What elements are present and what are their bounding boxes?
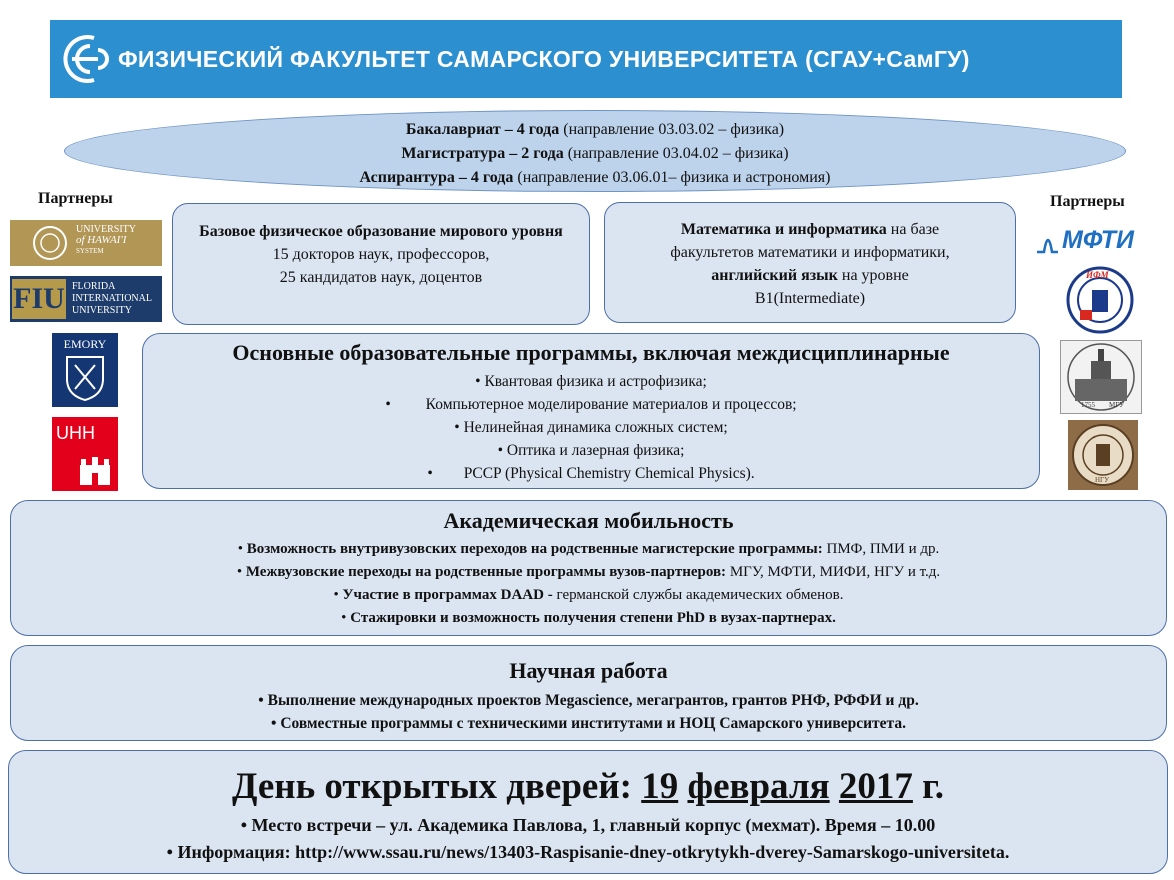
emory-name: EMORY [63,337,107,351]
list-item: • Выполнение международных проектов Megascience, мегагрантов, грантов РНФ, РФФИ и др. [258,692,919,709]
list-item: • PCCP (Physical Chemistry Chemical Physics). [427,465,755,482]
mipt-abbr: МФТИ [1062,226,1135,254]
list-item: • Совместные программы с техническими институтами и НОЦ Самарского университета. [271,715,906,732]
ifm-abbr: ИФМ [1086,270,1109,280]
list-item: • Оптика и лазерная физика; [497,442,685,459]
uhh-logo [52,417,118,491]
research-list [10,689,1167,735]
emory-logo [52,333,118,407]
programs-list [142,370,1040,485]
education-line1: 15 докторов наук, профессоров, [272,246,490,263]
nsu-abbr: НГУ [1095,476,1110,484]
list-item: • Квантовая физика и астрофизика; [475,373,707,390]
hawaii-seal-icon [32,225,68,261]
hawaii-line3: SYSTEM [76,247,104,255]
fiu-logo [10,276,162,322]
degree-master: Магистратура – 2 года (направление 03.04.02 – физика) [401,145,789,162]
open-day-month: февраля [687,766,830,807]
degree-bachelor: Бакалавриат – 4 года (направление 03.03.02 – физика) [405,121,785,138]
education-line2: 25 кандидатов наук, доцентов [279,269,483,286]
mobility-list [10,538,1167,630]
education-title: Базовое физическое образование мирового уровня [199,223,563,240]
math-line1: Математика и информатика на базе [680,221,940,238]
hawaii-logo [10,220,162,266]
fiu-line3: UNIVERSITY [72,305,132,316]
mobility-title: Академическая мобильность [443,508,734,533]
partners-left-label: Партнеры [38,190,113,207]
research-title: Научная работа [509,658,668,683]
math-line2: факультетов математики и информатики, [670,244,950,261]
list-item: • Межвузовские переходы на родственные программы вузов-партнеров: МГУ, МФТИ, МИФИ, НГУ и т.д. [236,564,941,580]
ssau-logo-icon [50,20,112,98]
programs-title: Основные образовательные программы, включая междисциплинарные [232,340,950,365]
nsu-logo [1068,420,1138,490]
fiu-line2: INTERNATIONAL [72,293,152,304]
list-item: • Участие в программах DAAD - германской службы академических обменов. [333,587,844,603]
open-day-place: • Место встречи – ул. Академика Павлова, 1, главный корпус (мехмат). Время – 10.00 [240,815,936,835]
list-item: • Стажировки и возможность получения степени PhD в вузах-партнерах. [341,610,836,626]
list-item: • Возможность внутривузовских переходов на родственные магистерские программы: ПМФ, ПМИ и др. [237,541,940,557]
fiu-abbr: FIU [12,279,66,319]
emory-shield-icon [65,355,105,401]
math-box-content [612,218,1008,310]
list-item: • Нелинейная динамика сложных систем; [454,419,728,436]
page-title: ФИЗИЧЕСКИЙ ФАКУЛЬТЕТ САМАРСКОГО УНИВЕРСИТЕТА (СГАУ+СамГУ) [118,46,970,72]
list-item: • Компьютерное моделирование материалов и процессов; [385,396,797,413]
ifm-logo [1064,266,1136,334]
math-line3: английский язык на уровне [711,267,909,284]
math-line4: B1(Intermediate) [754,290,866,307]
msu-year: 1755 [1081,401,1095,409]
open-day-title: День открытых дверей: 19 февраля 2017 г. [231,766,945,807]
hawaii-line2: of HAWAI'I [76,234,127,246]
open-day-info: • Информация: http://www.ssau.ru/news/13403-Raspisanie-dney-otkrytykh-dverey-Samarskogo-universiteta. [166,842,1010,862]
partners-right-label: Партнеры [1050,193,1125,210]
mipt-logo [1036,222,1158,260]
education-box-content [180,220,582,289]
open-day-year: 2017 [838,766,913,807]
fiu-line1: FLORIDA [72,281,116,292]
hamburg-castle-icon [78,455,112,485]
msu-abbr: МГУ [1109,401,1125,409]
hawaii-line1: UNIVERSITY [76,224,136,235]
msu-logo [1060,340,1142,414]
msu-building-icon [1061,341,1141,413]
degree-postgrad: Аспирантура – 4 года (направление 03.06.01– физика и астрономия) [359,169,831,186]
uhh-abbr: UHH [56,423,95,443]
open-day-day: 19 [641,766,679,807]
